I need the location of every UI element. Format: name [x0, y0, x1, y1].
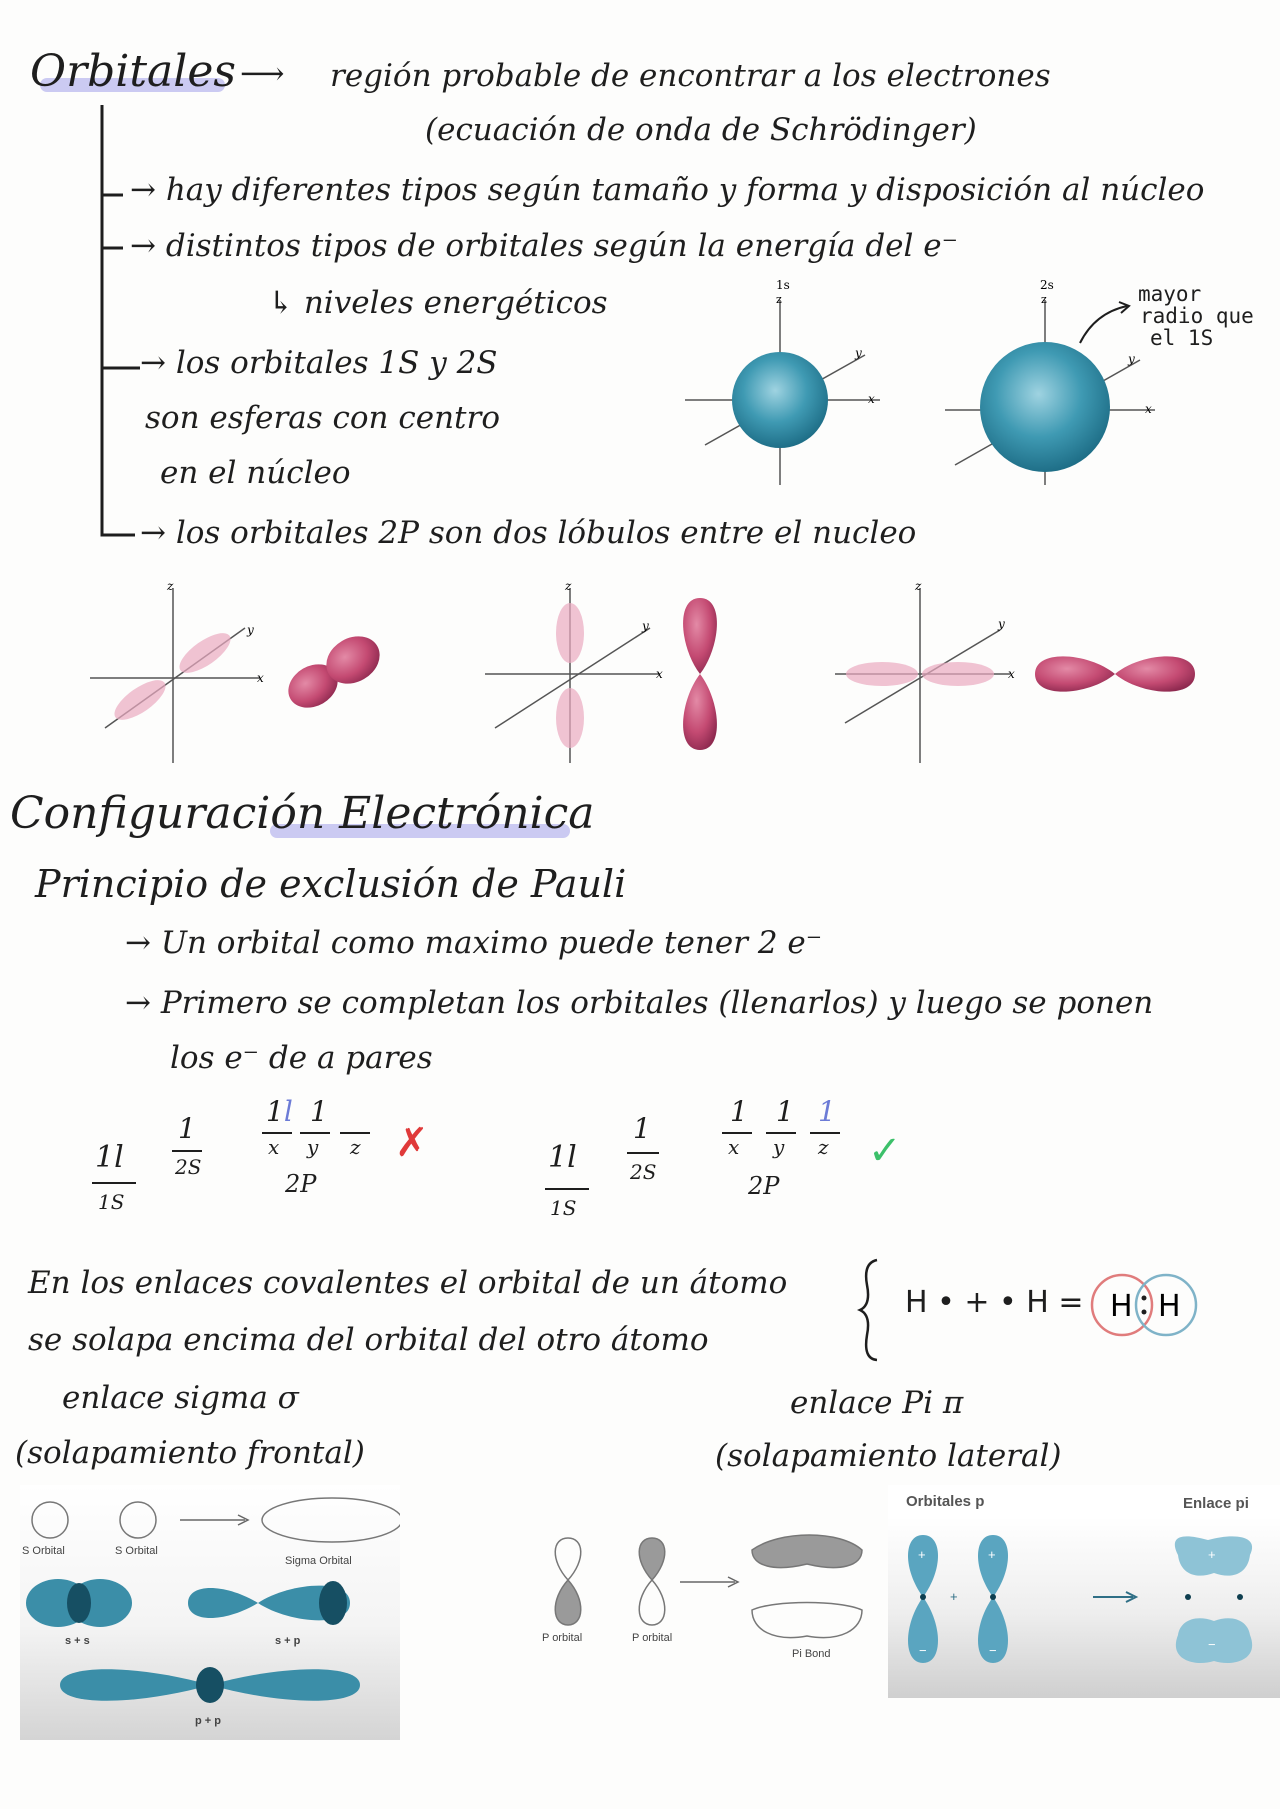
right-2s-arrows: 1	[633, 1112, 651, 1145]
wrong-2p-label: 2P	[285, 1170, 317, 1198]
orbital-2s-figure	[940, 275, 1170, 495]
hh-equation: H • + • H =	[905, 1285, 1084, 1320]
definition-text: región probable de encontrar a los electrones	[330, 58, 1051, 94]
point-4: → los orbitales 2P son dos lóbulos entre el nucleo	[140, 515, 917, 551]
right-1s-arrows: 1l	[548, 1140, 577, 1175]
ss-label: s + s	[65, 1635, 90, 1647]
minus-sign-1: −	[919, 1643, 927, 1658]
pi-bond-label: Pi Bond	[792, 1648, 831, 1660]
wrong-1s-arrows: 1l	[95, 1140, 124, 1175]
wrong-2px-line	[262, 1132, 292, 1134]
orbitales-title: Orbitales	[30, 46, 236, 97]
axis-y-2s: y	[1128, 352, 1135, 366]
annotation-line-2: radio que	[1140, 304, 1254, 328]
s-orbital-label-1: S Orbital	[22, 1545, 65, 1557]
arrow-icon: ⟶	[240, 56, 285, 92]
pi-title: enlace Pi π	[790, 1385, 964, 1421]
right-1s-line	[545, 1188, 589, 1190]
minus-sign-2: −	[989, 1643, 997, 1658]
right-2py-arrow: 1	[776, 1095, 794, 1128]
point-3a: → los orbitales 1S y 2S	[140, 345, 498, 381]
axis-z-1s: z	[776, 293, 782, 306]
right-p-label-x: x	[728, 1135, 740, 1159]
covalent-line-1: En los enlaces covalentes el orbital de un átomo	[28, 1265, 788, 1301]
orbital-2py-figure	[830, 578, 1220, 768]
axis-x-1s: x	[868, 392, 875, 406]
sigma-title: enlace sigma σ	[62, 1380, 299, 1416]
wrong-p-label-z: z	[350, 1135, 361, 1159]
pi-subtitle: (solapamiento lateral)	[715, 1438, 1062, 1474]
wrong-2s-label: 2S	[175, 1155, 202, 1179]
wrong-2s-arrows: 1	[178, 1112, 196, 1145]
orbitales-p-label: Orbitales p	[906, 1493, 985, 1510]
p-orbital-label-1: P orbital	[542, 1632, 583, 1644]
pi-bond-figure	[540, 1530, 880, 1670]
axis-z-py: z	[915, 579, 922, 593]
sp-label: s + p	[275, 1635, 301, 1647]
axis-z-px: z	[167, 579, 174, 593]
point-1-text: hay diferentes tipos según tamaño y forma y disposición al núcleo	[165, 172, 1205, 208]
right-2py-line	[766, 1132, 796, 1134]
s-orbital-label-2: S Orbital	[115, 1545, 158, 1557]
wrong-2py-arrows: 1	[310, 1095, 328, 1128]
annotation-line-3: el 1S	[1150, 326, 1214, 350]
wrong-1s-line	[92, 1182, 136, 1184]
sigma-subtitle: (solapamiento frontal)	[15, 1435, 365, 1471]
right-2s-line	[627, 1152, 659, 1154]
axis-z-2s: z	[1041, 293, 1047, 306]
definition-text-2: (ecuación de onda de Schrödinger)	[425, 112, 977, 148]
wrong-2s-line	[172, 1150, 202, 1152]
h2-left-atom: H	[1110, 1289, 1133, 1324]
right-2pz-line	[810, 1132, 840, 1134]
right-p-label-z: z	[818, 1135, 829, 1159]
wrong-mark-icon: ✗	[395, 1120, 429, 1166]
right-2px-line	[722, 1132, 752, 1134]
point-4-text: los orbitales 2P son dos lóbulos entre el nucleo	[175, 515, 917, 551]
right-2p-label: 2P	[748, 1172, 780, 1200]
pp-label: p + p	[195, 1715, 221, 1727]
point-2-sub-text: niveles energéticos	[303, 285, 608, 321]
right-2s-label: 2S	[630, 1160, 657, 1184]
label-1s: 1s	[776, 278, 790, 292]
config-title: Configuración Electrónica	[10, 788, 595, 839]
wrong-p-label-y: y	[307, 1135, 319, 1159]
sigma-orbital-label: Sigma Orbital	[285, 1555, 352, 1567]
orbital-2pz-figure	[480, 578, 730, 768]
wrong-2px-arrow-down: l	[283, 1095, 293, 1128]
point-3b: son esferas con centro	[145, 400, 500, 436]
covalent-line-2: se solapa encima del orbital del otro átomo	[28, 1322, 709, 1358]
axis-z-pz: z	[565, 579, 572, 593]
label-2s: 2s	[1040, 278, 1054, 292]
point-3c: en el núcleo	[160, 455, 351, 491]
right-mark-icon: ✓	[868, 1128, 902, 1174]
right-1s-label: 1S	[550, 1196, 577, 1220]
point-2: → distintos tipos de orbitales según la energía del e⁻	[130, 228, 958, 264]
annotation-line-1: mayor	[1138, 282, 1202, 306]
sigma-bond-figure	[20, 1485, 400, 1740]
axis-x-2s: x	[1145, 402, 1152, 416]
plus-sign-4: +	[1208, 1547, 1216, 1562]
pauli-rule-2: → Primero se completan los orbitales (llenarlos) y luego se ponen	[125, 985, 1154, 1021]
enlace-pi-label: Enlace pi	[1183, 1495, 1249, 1512]
axis-x-px: x	[257, 671, 264, 685]
plus-sign-2: +	[988, 1547, 996, 1562]
pauli-rule-2b: los e⁻ de a pares	[170, 1040, 433, 1076]
minus-sign-3: −	[1208, 1637, 1216, 1652]
axis-y-1s: y	[855, 346, 862, 360]
axis-y-px: y	[247, 623, 254, 637]
point-1: → hay diferentes tipos según tamaño y forma y disposición al núcleo	[130, 172, 1205, 208]
h2-overlap-figure	[1088, 1270, 1203, 1340]
curly-brace-icon	[855, 1255, 885, 1365]
axis-x-py: x	[1008, 667, 1015, 681]
right-p-label-y: y	[773, 1135, 785, 1159]
wrong-2px-arrows	[266, 1095, 293, 1128]
h2-right-atom: H	[1158, 1289, 1181, 1324]
wrong-2px-arrow-up: 1	[266, 1095, 284, 1128]
right-2pz-arrow: 1	[818, 1095, 836, 1128]
plus-sign-3: +	[950, 1589, 958, 1604]
point-3a-text: los orbitales 1S y 2S	[175, 345, 498, 381]
axis-y-py: y	[998, 617, 1005, 631]
point-2-text: distintos tipos de orbitales según la energía del e⁻	[165, 228, 958, 264]
outline-bracket	[95, 100, 155, 550]
orbital-2px-figure	[75, 578, 390, 768]
wrong-2pz-line	[340, 1132, 370, 1134]
annotation-arrow-icon	[1075, 298, 1135, 348]
axis-x-pz: x	[656, 667, 663, 681]
orbital-1s-figure	[670, 275, 900, 495]
plus-sign-1: +	[918, 1547, 926, 1562]
wrong-p-label-x: x	[268, 1135, 280, 1159]
pi-bond-blue-figure	[888, 1485, 1280, 1698]
pauli-rule-1: → Un orbital como maximo puede tener 2 e⁻	[125, 925, 823, 961]
axis-y-pz: y	[642, 619, 649, 633]
wrong-1s-label: 1S	[98, 1190, 125, 1214]
wrong-2py-line	[300, 1132, 330, 1134]
point-2-sub: ↳ niveles energéticos	[268, 285, 608, 321]
p-orbital-label-2: P orbital	[632, 1632, 673, 1644]
right-2px-arrow: 1	[730, 1095, 748, 1128]
pauli-heading: Principio de exclusión de Pauli	[35, 862, 627, 906]
